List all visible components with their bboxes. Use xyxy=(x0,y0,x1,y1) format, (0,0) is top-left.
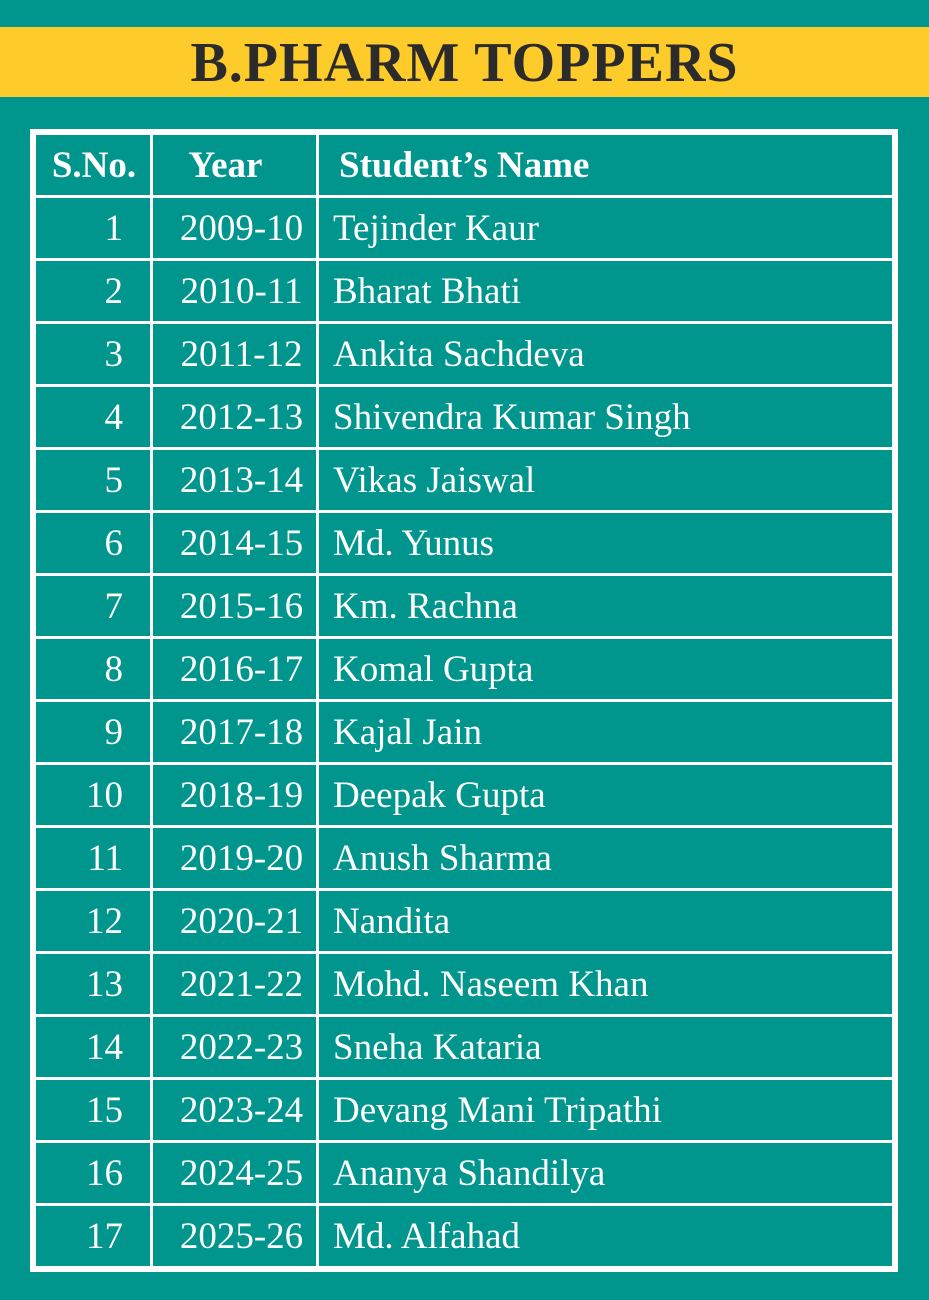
serial-number-cell: 17 xyxy=(35,1205,152,1268)
student-name-cell: Mohd. Naseem Khan xyxy=(318,953,894,1016)
serial-number-cell: 6 xyxy=(35,512,152,575)
year-cell: 2015-16 xyxy=(152,575,318,638)
student-name-cell: Km. Rachna xyxy=(318,575,894,638)
year-cell: 2013-14 xyxy=(152,449,318,512)
student-name-cell: Komal Gupta xyxy=(318,638,894,701)
year-cell: 2018-19 xyxy=(152,764,318,827)
table-row xyxy=(35,449,894,512)
year-cell: 2025-26 xyxy=(152,1205,318,1268)
table-row xyxy=(35,1016,894,1079)
table-row xyxy=(35,701,894,764)
student-name-cell: Tejinder Kaur xyxy=(318,197,894,260)
serial-number-cell: 16 xyxy=(35,1142,152,1205)
year-cell: 2022-23 xyxy=(152,1016,318,1079)
year-cell: 2017-18 xyxy=(152,701,318,764)
serial-number-cell: 9 xyxy=(35,701,152,764)
table-row xyxy=(35,197,894,260)
toppers-table xyxy=(30,129,898,1272)
student-name-cell: Md. Yunus xyxy=(318,512,894,575)
table-row xyxy=(35,1079,894,1142)
student-name-cell: Nandita xyxy=(318,890,894,953)
table-row xyxy=(35,575,894,638)
table-row xyxy=(35,1142,894,1205)
table-row xyxy=(35,260,894,323)
table-row xyxy=(35,638,894,701)
student-name-cell: Vikas Jaiswal xyxy=(318,449,894,512)
serial-number-cell: 10 xyxy=(35,764,152,827)
year-cell: 2016-17 xyxy=(152,638,318,701)
serial-number-cell: 3 xyxy=(35,323,152,386)
column-header-sno: S.No. xyxy=(35,134,152,197)
year-cell: 2009-10 xyxy=(152,197,318,260)
student-name-cell: Anush Sharma xyxy=(318,827,894,890)
page-title: B.PHARM TOPPERS xyxy=(190,32,739,94)
serial-number-cell: 4 xyxy=(35,386,152,449)
serial-number-cell: 5 xyxy=(35,449,152,512)
column-header-year: Year xyxy=(152,134,318,197)
title-banner xyxy=(0,27,929,97)
year-cell: 2020-21 xyxy=(152,890,318,953)
student-name-cell: Devang Mani Tripathi xyxy=(318,1079,894,1142)
toppers-grid xyxy=(33,132,895,1269)
table-row xyxy=(35,1205,894,1268)
serial-number-cell: 15 xyxy=(35,1079,152,1142)
student-name-cell: Kajal Jain xyxy=(318,701,894,764)
year-cell: 2019-20 xyxy=(152,827,318,890)
table-row xyxy=(35,827,894,890)
table-row xyxy=(35,764,894,827)
student-name-cell: Sneha Kataria xyxy=(318,1016,894,1079)
table-body xyxy=(35,197,894,1268)
table-row xyxy=(35,953,894,1016)
table-header-row xyxy=(35,134,894,197)
serial-number-cell: 8 xyxy=(35,638,152,701)
serial-number-cell: 13 xyxy=(35,953,152,1016)
year-cell: 2010-11 xyxy=(152,260,318,323)
table-row xyxy=(35,323,894,386)
serial-number-cell: 11 xyxy=(35,827,152,890)
serial-number-cell: 12 xyxy=(35,890,152,953)
serial-number-cell: 14 xyxy=(35,1016,152,1079)
student-name-cell: Bharat Bhati xyxy=(318,260,894,323)
student-name-cell: Shivendra Kumar Singh xyxy=(318,386,894,449)
serial-number-cell: 1 xyxy=(35,197,152,260)
student-name-cell: Deepak Gupta xyxy=(318,764,894,827)
column-header-name: Student’s Name xyxy=(318,134,894,197)
student-name-cell: Md. Alfahad xyxy=(318,1205,894,1268)
serial-number-cell: 7 xyxy=(35,575,152,638)
table-row xyxy=(35,512,894,575)
table-row xyxy=(35,386,894,449)
student-name-cell: Ananya Shandilya xyxy=(318,1142,894,1205)
year-cell: 2021-22 xyxy=(152,953,318,1016)
table-row xyxy=(35,890,894,953)
year-cell: 2023-24 xyxy=(152,1079,318,1142)
year-cell: 2011-12 xyxy=(152,323,318,386)
year-cell: 2014-15 xyxy=(152,512,318,575)
student-name-cell: Ankita Sachdeva xyxy=(318,323,894,386)
year-cell: 2012-13 xyxy=(152,386,318,449)
serial-number-cell: 2 xyxy=(35,260,152,323)
year-cell: 2024-25 xyxy=(152,1142,318,1205)
